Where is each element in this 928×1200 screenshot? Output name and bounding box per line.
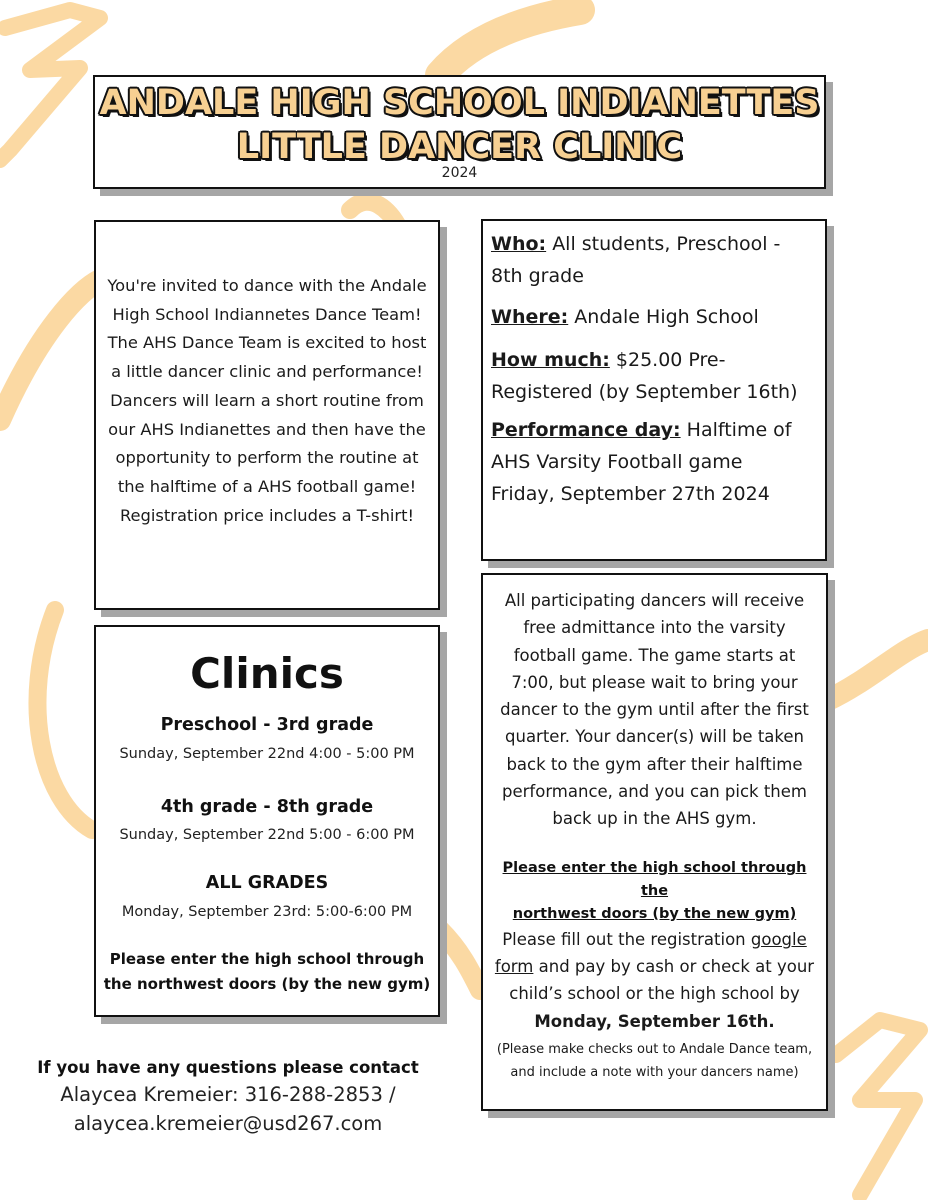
registration-before: Please fill out the registration (502, 930, 746, 949)
title-year: 2024 (441, 165, 478, 181)
performance-value: Halftime of (686, 419, 792, 441)
clinic-group: ALL GRADES (205, 873, 329, 893)
who-value-cont: 8th grade (491, 265, 584, 287)
invitation-text: You're invited to dance with the Andale High School Indiannetes Dance Team! The AHS Dance Team is excited to host a little dancer clinic and performance! Dancers will learn a short routine from our AHS Indianettes and then have the opportunity to perform the routine at the halftime of a AHS football game! Registration price includes a T-shirt! (107, 276, 427, 525)
swirl-stroke-left-mid (37, 610, 92, 830)
title-line-2: LITTLE DANCER CLINIC (236, 127, 683, 167)
clinics-box (94, 625, 440, 1017)
swirl-stroke-left (0, 280, 100, 420)
who-value: All students, Preschool - (552, 233, 781, 255)
clinic-time: Sunday, September 22nd 4:00 - 5:00 PM (119, 746, 415, 762)
clinics-entry-note-line-1: Please enter the high school through (109, 950, 425, 968)
price-value-cont: Registered (by September 16th) (491, 381, 798, 403)
swirl-stroke-right (828, 640, 928, 700)
invitation-box (94, 220, 440, 610)
clinic-time: Monday, September 23rd: 5:00-6:00 PM (121, 904, 413, 920)
contact-name-phone: Alaycea Kremeier: 316-288-2853 / (60, 1083, 396, 1106)
lightning-bolt-top-left (0, 10, 100, 160)
event-info-box (481, 219, 827, 561)
contact-section (18, 1058, 438, 1135)
price-line (491, 349, 725, 371)
performance-label: Performance day: (491, 419, 681, 441)
title-line-1: ANDALE HIGH SCHOOL INDIANETTES (99, 83, 820, 123)
registration-after: and pay by cash or check at your child’s school or the high school by (509, 957, 815, 1004)
clinics-heading: Clinics (190, 649, 344, 698)
who-label: Who: (491, 233, 547, 255)
details-text: All participating dancers will receive free admittance into the varsity football game. The game starts at 7:00, but please wait to bring your dancer to the gym until after the first quarter. Your dancer(s) will be taken back to the gym after their halftime performance, and you can pick them back up in the AHS gym. (500, 591, 809, 829)
details-box (481, 573, 828, 1111)
lightning-bolt-bottom-right (836, 1020, 920, 1195)
where-label: Where: (491, 306, 569, 328)
registration-deadline: Monday, September 16th. (534, 1011, 775, 1031)
price-label: How much: (491, 349, 610, 371)
details-entry-note (487, 857, 822, 926)
price-value: $25.00 Pre- (615, 349, 726, 371)
performance-line (491, 419, 792, 441)
registration-text (489, 926, 820, 1035)
contact-email[interactable]: alaycea.kremeier@usd267.com (73, 1112, 383, 1135)
performance-value-line-2: AHS Varsity Football game (491, 451, 743, 473)
swirl-stroke-top (440, 10, 580, 75)
swirl-stroke-bottom-center (440, 930, 480, 990)
title-banner (93, 75, 826, 189)
clinic-group: Preschool - 3rd grade (160, 715, 374, 735)
where-value: Andale High School (574, 306, 759, 328)
check-note: (Please make checks out to Andale Dance team, and include a note with your dancers name) (496, 1042, 813, 1080)
details-entry-note-line-2: northwest doors (by the new gym) (512, 906, 797, 922)
clinic-time: Sunday, September 22nd 5:00 - 6:00 PM (119, 827, 415, 843)
who-line (491, 233, 780, 255)
performance-value-line-3: Friday, September 27th 2024 (491, 483, 770, 505)
google-form-link[interactable]: google form (494, 930, 807, 977)
clinics-entry-note-line-2: the northwest doors (by the new gym) (103, 975, 431, 993)
clinics-entry-note (96, 947, 438, 997)
clinic-group: 4th grade - 8th grade (160, 797, 374, 817)
contact-heading: If you have any questions please contact (37, 1058, 419, 1077)
details-entry-note-line-1: Please enter the high school through the (502, 860, 807, 899)
where-line (491, 306, 759, 328)
